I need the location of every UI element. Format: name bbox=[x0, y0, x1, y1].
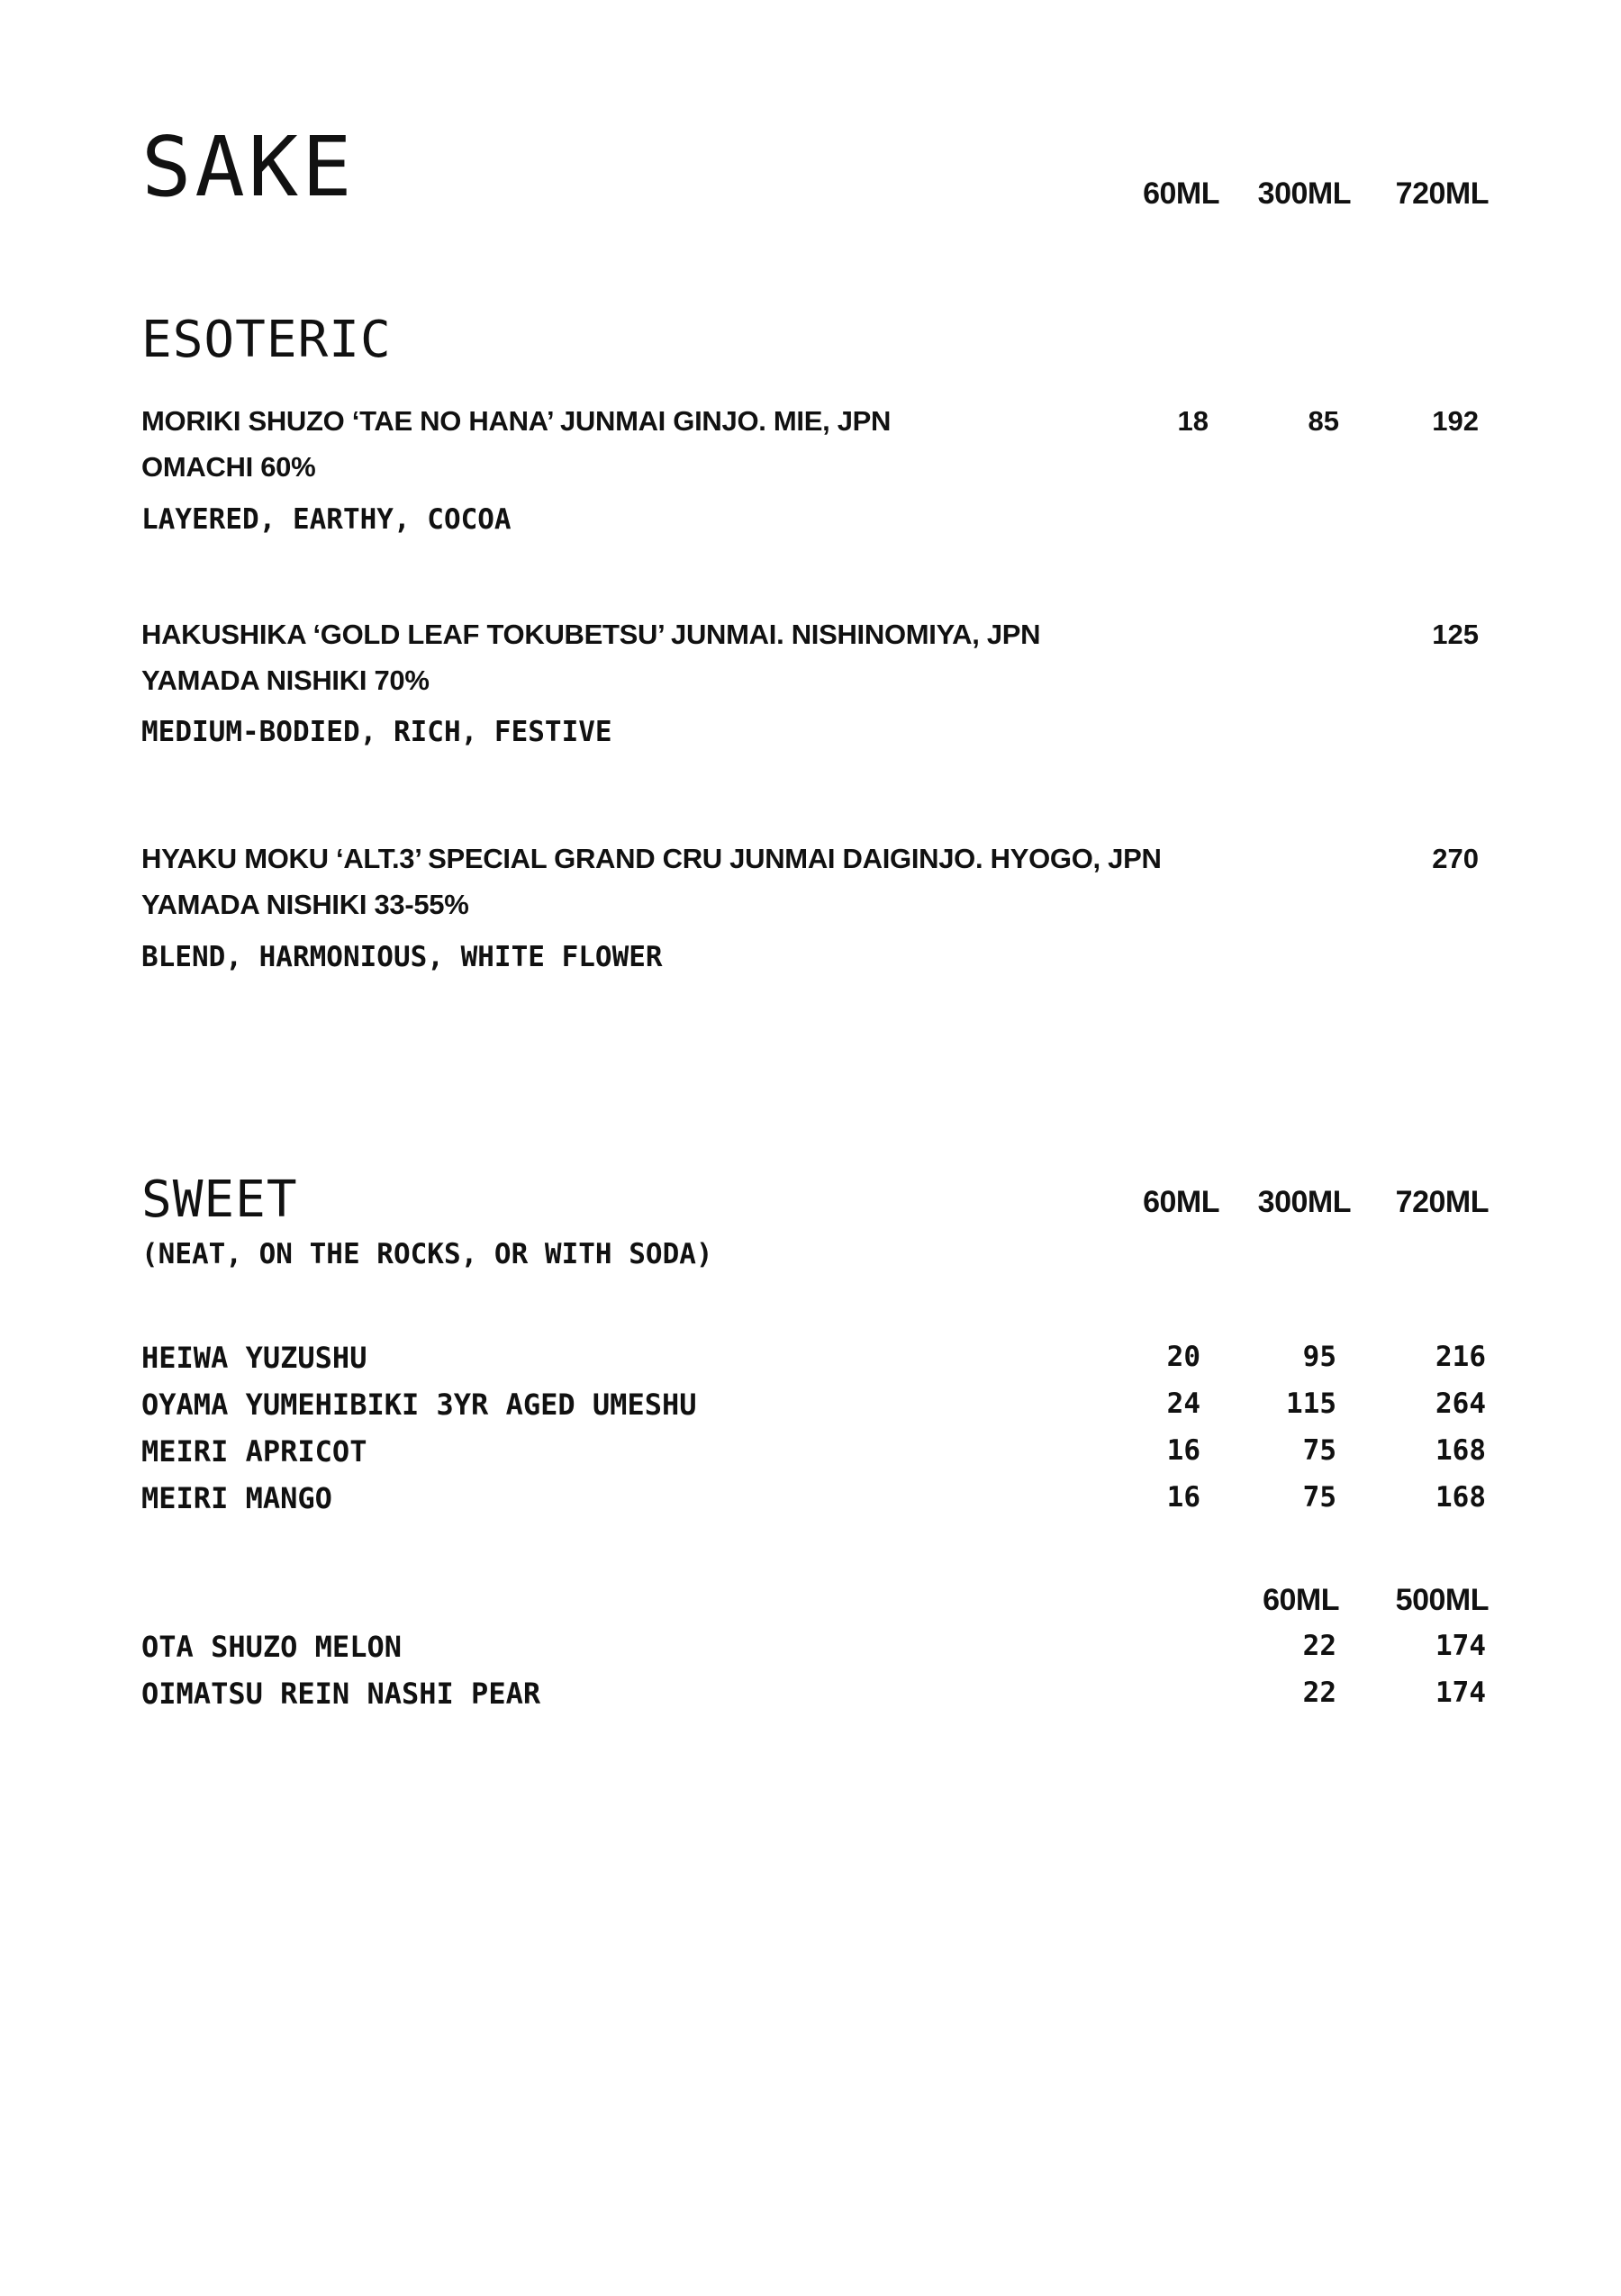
sweet-item-name: OIMATSU REIN NASHI PEAR bbox=[141, 1677, 541, 1711]
price-60ml: 20 bbox=[1166, 1341, 1200, 1373]
sweet-item-name: OYAMA YUMEHIBIKI 3YR AGED UMESHU bbox=[141, 1388, 697, 1422]
section-title-esoteric: ESOTERIC bbox=[141, 311, 392, 369]
item-name: MORIKI SHUZO ‘TAE NO HANA’ JUNMAI GINJO. MIE, JPN bbox=[141, 405, 892, 437]
price-60ml: 22 bbox=[1302, 1677, 1336, 1709]
price-500ml: 174 bbox=[1435, 1630, 1486, 1662]
size-header-sweet bbox=[0, 1187, 1621, 1223]
size-header-60ml: 60ML bbox=[1143, 176, 1219, 211]
price-60ml: 16 bbox=[1166, 1481, 1200, 1514]
price-300ml: 95 bbox=[1302, 1341, 1336, 1373]
price-60ml: 16 bbox=[1166, 1434, 1200, 1467]
price-720ml: 270 bbox=[1432, 843, 1479, 874]
size-header-720ml: 720ML bbox=[1395, 1185, 1489, 1219]
page-title: SAKE bbox=[141, 119, 356, 215]
price-300ml: 115 bbox=[1286, 1388, 1336, 1420]
section-title-sweet: SWEET bbox=[141, 1171, 298, 1229]
item-rice: OMACHI 60% bbox=[141, 451, 316, 483]
sweet-subtitle: (NEAT, ON THE ROCKS, OR WITH SODA) bbox=[141, 1238, 713, 1270]
item-rice: YAMADA NISHIKI 33-55% bbox=[141, 889, 469, 920]
price-720ml: 264 bbox=[1435, 1388, 1486, 1420]
item-notes: BLEND, HARMONIOUS, WHITE FLOWER bbox=[141, 941, 663, 973]
size-header-720ml: 720ML bbox=[1395, 176, 1489, 211]
price-500ml: 174 bbox=[1435, 1677, 1486, 1709]
price-300ml: 75 bbox=[1302, 1481, 1336, 1514]
item-rice: YAMADA NISHIKI 70% bbox=[141, 664, 430, 696]
price-60ml: 18 bbox=[1177, 405, 1209, 437]
sweet-item-name: MEIRI MANGO bbox=[141, 1481, 332, 1515]
size-header-300ml: 300ML bbox=[1257, 1185, 1351, 1219]
size-header-60ml: 60ML bbox=[1143, 1185, 1219, 1219]
price-720ml: 168 bbox=[1435, 1434, 1486, 1467]
price-60ml: 24 bbox=[1166, 1388, 1200, 1420]
sweet-item-name: MEIRI APRICOT bbox=[141, 1434, 367, 1469]
price-300ml: 85 bbox=[1308, 405, 1339, 437]
size-header-500ml: 500ML bbox=[1395, 1583, 1489, 1617]
price-60ml: 22 bbox=[1302, 1630, 1336, 1662]
item-name: HYAKU MOKU ‘ALT.3’ SPECIAL GRAND CRU JUNMAI DAIGINJO. HYOGO, JPN bbox=[141, 843, 1162, 874]
sweet-item-name: OTA SHUZO MELON bbox=[141, 1630, 402, 1664]
size-header-300ml: 300ML bbox=[1257, 176, 1351, 211]
size-header-top bbox=[0, 178, 1621, 214]
size-header-60ml: 60ML bbox=[1263, 1583, 1339, 1617]
price-300ml: 75 bbox=[1302, 1434, 1336, 1467]
item-notes: LAYERED, EARTHY, COCOA bbox=[141, 503, 512, 536]
price-720ml: 125 bbox=[1432, 619, 1479, 650]
size-header-sweet-b bbox=[0, 1585, 1621, 1621]
price-720ml: 216 bbox=[1435, 1341, 1486, 1373]
sweet-item-name: HEIWA YUZUSHU bbox=[141, 1341, 367, 1375]
price-720ml: 168 bbox=[1435, 1481, 1486, 1514]
item-name: HAKUSHIKA ‘GOLD LEAF TOKUBETSU’ JUNMAI. NISHINOMIYA, JPN bbox=[141, 619, 1041, 650]
item-notes: MEDIUM-BODIED, RICH, FESTIVE bbox=[141, 716, 612, 748]
price-720ml: 192 bbox=[1432, 405, 1479, 437]
